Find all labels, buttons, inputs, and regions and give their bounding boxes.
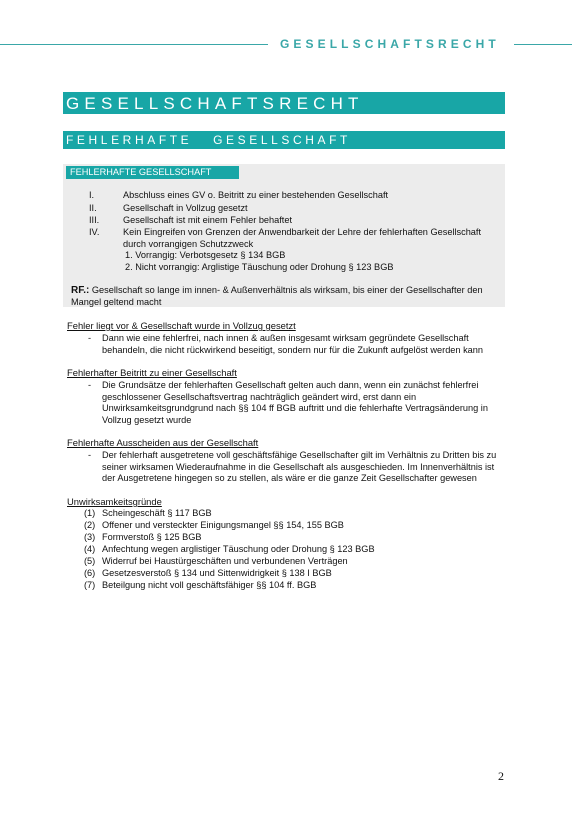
list-marker: II. bbox=[89, 203, 97, 213]
grounds-item: Offener und versteckter Einigungsmangel §§ 154, 155 BGB bbox=[102, 520, 344, 530]
grounds-marker: (3) bbox=[84, 532, 96, 542]
summary-box-heading: FEHLERHAFTE GESELLSCHAFT bbox=[66, 166, 239, 179]
chapter-title: GESELLSCHAFTSRECHT bbox=[63, 92, 505, 114]
section-paragraph: Die Grundsätze der fehlerhaften Gesellschaft gelten auch dann, wenn ein zunächst fehlerfrei geschlossener Gesellschaftsvertrag nachträglich geändert wird, erst dann ein Unwirksamkeitsgrundgrund nach §§ 104 ff BGB auftritt und die fehlerhafte Vertragsänderung in Vollzug gesetzt wurde bbox=[102, 380, 488, 425]
list-marker: IV. bbox=[89, 227, 100, 237]
grounds-marker: (7) bbox=[84, 580, 96, 590]
section-heading: Fehlerhafter Beitritt zu einer Gesellschaft bbox=[67, 367, 237, 378]
page-number: 2 bbox=[498, 769, 504, 783]
grounds-marker: (2) bbox=[84, 520, 96, 530]
section-paragraph: Der fehlerhaft ausgetretene voll geschäftsfähige Gesellschafter gilt im Verhältnis zu Dritten bis zu seiner wirksamen Wiederaufnahme in die Gesellschaft als ausgeschieden. Im Innenverhältnis ist der Ausgetretene hingegen so zu stellen, als wäre er die ganze Zeit Gesellschafter gewesen bbox=[102, 450, 497, 483]
section-title: FEHLERHAFTE GESELLSCHAFT bbox=[63, 131, 505, 149]
list-item: Kein Eingreifen von Grenzen der Anwendbarkeit der Lehre der fehlerhaften Gesellschaft durch vorrangigen Schutzzweck bbox=[123, 227, 482, 249]
dash-bullet: - bbox=[88, 450, 92, 460]
sub-list-item: 1. Vorrangig: Verbotsgesetz § 134 BGB bbox=[125, 250, 286, 260]
grounds-heading: Unwirksamkeitsgründe bbox=[67, 496, 162, 507]
header-rule-left bbox=[0, 44, 268, 45]
rf-label: RF.: bbox=[71, 285, 90, 296]
list-item: Gesellschaft in Vollzug gesetzt bbox=[123, 203, 248, 213]
sub-list-item: 2. Nicht vorrangig: Arglistige Täuschung oder Drohung § 123 BGB bbox=[125, 262, 394, 272]
list-item: Gesellschaft ist mit einem Fehler behaftet bbox=[123, 215, 293, 225]
list-marker: III. bbox=[89, 215, 100, 225]
dash-bullet: - bbox=[88, 333, 92, 343]
grounds-item: Anfechtung wegen arglistiger Täuschung oder Drohung § 123 BGB bbox=[102, 544, 375, 554]
list-marker: I. bbox=[89, 190, 95, 200]
grounds-marker: (4) bbox=[84, 544, 96, 554]
grounds-item: Widerruf bei Haustürgeschäften und verbundenen Verträgen bbox=[102, 556, 348, 566]
grounds-item: Scheingeschäft § 117 BGB bbox=[102, 508, 212, 518]
list-item: Abschluss eines GV o. Beitritt zu einer bestehenden Gesellschaft bbox=[123, 190, 389, 200]
grounds-item: Formverstoß § 125 BGB bbox=[102, 532, 202, 542]
grounds-marker: (1) bbox=[84, 508, 96, 518]
rf-text: Gesellschaft so lange im innen- & Außenverhältnis als wirksam, bis einer der Gesellschafter den Mangel geltend macht bbox=[71, 285, 483, 307]
dash-bullet: - bbox=[88, 380, 92, 390]
grounds-marker: (6) bbox=[84, 568, 96, 578]
running-header-title: GESELLSCHAFTSRECHT bbox=[280, 37, 500, 51]
section-heading: Fehler liegt vor & Gesellschaft wurde in Vollzug gesetzt bbox=[67, 320, 296, 331]
grounds-item: Beteilgung nicht voll geschäftsfähiger §§ 104 ff. BGB bbox=[102, 580, 317, 590]
legal-consequence-note bbox=[71, 285, 501, 308]
section-heading: Fehlerhafte Ausscheiden aus der Gesellschaft bbox=[67, 437, 259, 448]
header-rule-right bbox=[514, 44, 572, 45]
grounds-marker: (5) bbox=[84, 556, 96, 566]
grounds-item: Gesetzesverstoß § 134 und Sittenwidrigkeit § 138 I BGB bbox=[102, 568, 332, 578]
section-paragraph: Dann wie eine fehlerfrei, nach innen & außen insgesamt wirksam gegründete Gesellschaft behandeln, die nicht rückwirkend beseitigt, sondern nur für die Zukunft aufgelöst werden kann bbox=[102, 333, 484, 355]
